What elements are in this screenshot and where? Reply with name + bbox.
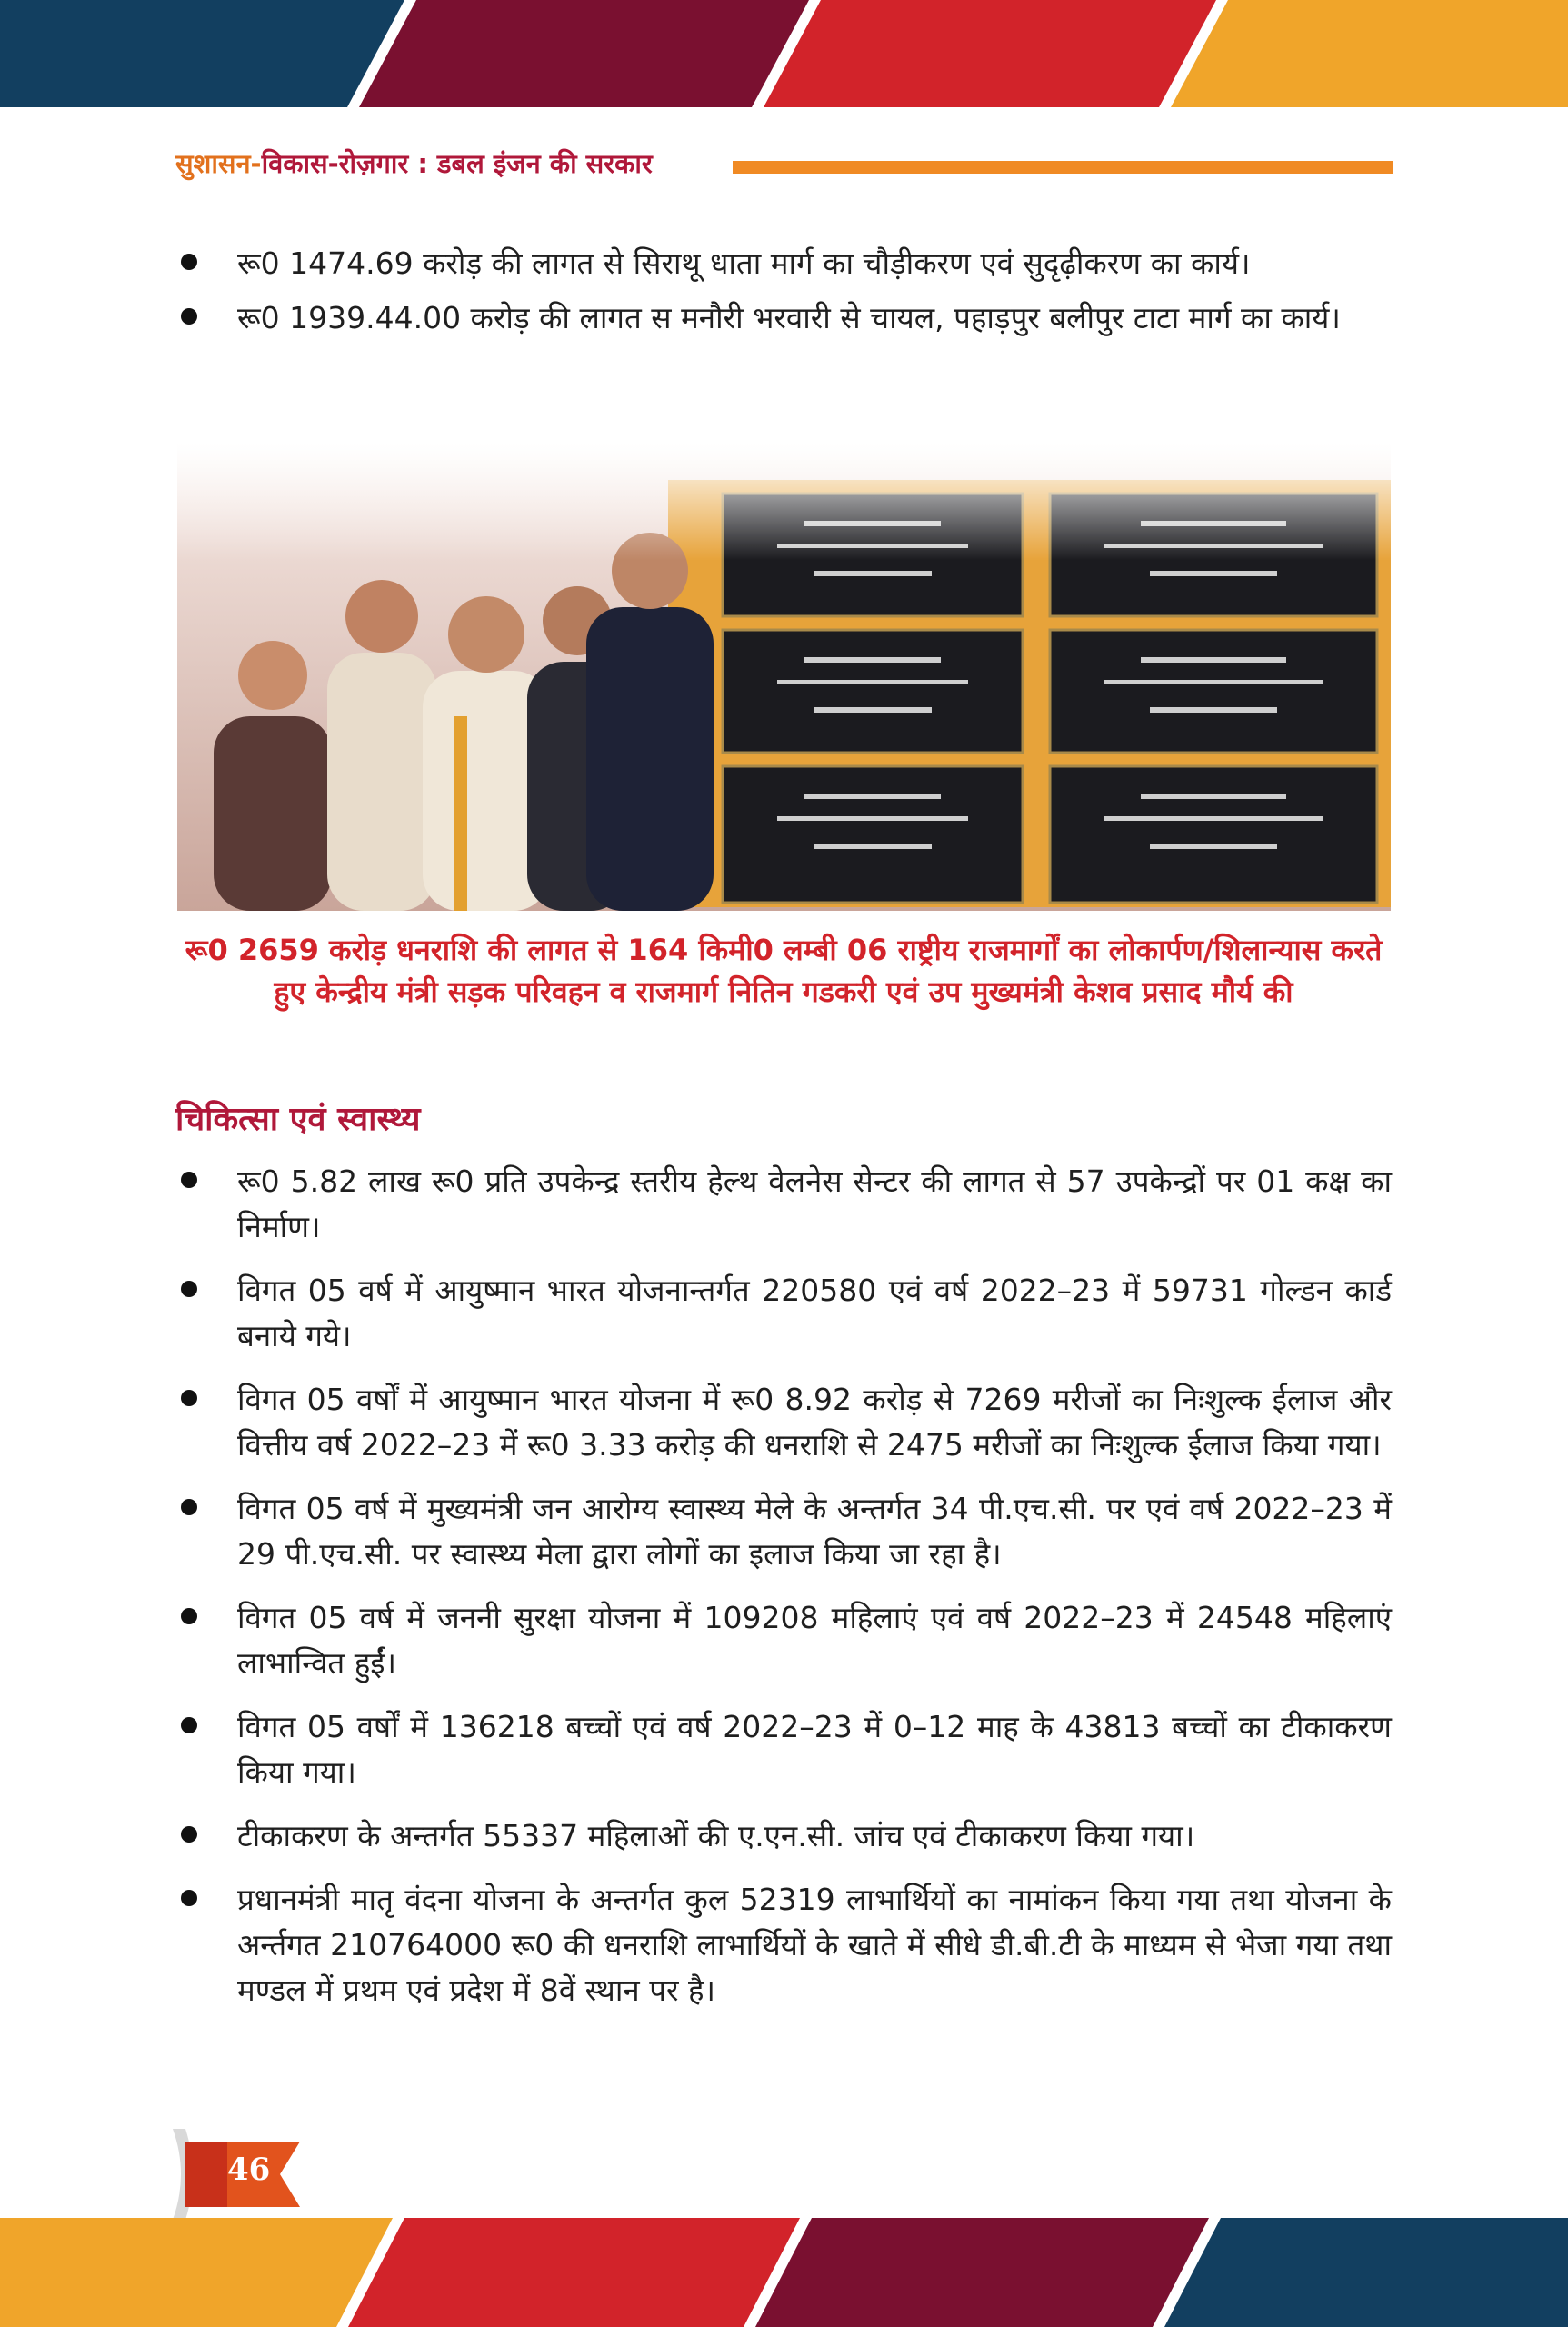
header-rule: [733, 161, 1393, 174]
list-item-text: विगत 05 वर्ष में आयुष्मान भारत योजनान्तर्गत 220580 एवं वर्ष 2022–23 में 59731 गोल्डन कार्ड बनाये गये।: [237, 1273, 1392, 1353]
list-item-text: विगत 05 वर्ष में जननी सुरक्षा योजना में 109208 महिलाएं एवं वर्ष 2022–23 में 24548 महिलाएं लाभान्वित हुईं।: [237, 1600, 1392, 1681]
bullet-icon: [181, 1172, 197, 1188]
header-title-part1: सुशासन-: [175, 148, 262, 179]
list-item-text: विगत 05 वर्षों में आयुष्मान भारत योजना में रू0 8.92 करोड़ से 7269 मरीजों का निःशुल्क ईलाज और वित्तीय वर्ष 2022–23 में रू0 3.33 करोड़ की धनराशि से 2475 मरीजों का निःशुल्क ईलाज किया गया।: [237, 1382, 1392, 1463]
page-number: 46: [227, 2152, 271, 2188]
event-photo: [177, 444, 1391, 911]
list-item-text: टीकाकरण के अन्तर्गत 55337 महिलाओं की ए.एन.सी. जांच एवं टीकाकरण किया गया।: [237, 1818, 1195, 1853]
header-title-part2: विकास: [261, 148, 328, 179]
header-title-part3: -रोज़गार : डबल इंजन की सरकार: [327, 148, 653, 179]
roads-bullet-list: [175, 241, 1392, 350]
list-item: [175, 1486, 1392, 1577]
list-item: [175, 1159, 1392, 1250]
list-item-text: विगत 05 वर्ष में मुख्यमंत्री जन आरोग्य स्वास्थ्य मेले के अन्तर्गत 34 पी.एच.सी. पर एवं वर्ष 2022–23 में 29 पी.एच.सी. पर स्वास्थ्य मेला द्वारा लोगों का इलाज किया जा रहा है।: [237, 1491, 1392, 1572]
bullet-icon: [181, 1608, 197, 1624]
list-item-text: रू0 1939.44.00 करोड़ की लागत स मनौरी भरवारी से चायल, पहाड़पुर बलीपुर टाटा मार्ग का कार्य।: [237, 300, 1341, 335]
bullet-icon: [181, 254, 197, 270]
bullet-icon: [181, 1826, 197, 1843]
section-heading: चिकित्सा एवं स्वास्थ्य: [175, 1101, 421, 1138]
list-item: [175, 241, 1392, 286]
list-item: [175, 1877, 1392, 2013]
list-item: [175, 1268, 1392, 1359]
bullet-icon: [181, 1890, 197, 1906]
bullet-icon: [181, 1499, 197, 1515]
list-item-text: रू0 1474.69 करोड़ की लागत से सिराथू धाता मार्ग का चौड़ीकरण एवं सुदृढ़ीकरण का कार्य।: [237, 245, 1251, 281]
list-item: [175, 1595, 1392, 1686]
bullet-icon: [181, 1281, 197, 1297]
bottom-color-band: [0, 2218, 1568, 2327]
health-bullet-list: [175, 1159, 1392, 2032]
bullet-icon: [181, 308, 197, 325]
bullet-icon: [181, 1717, 197, 1733]
list-item-text: रू0 5.82 लाख रू0 प्रति उपकेन्द्र स्तरीय हेल्थ वेलनेस सेन्टर की लागत से 57 उपकेन्द्रों पर 01 कक्ष का निर्माण।: [237, 1164, 1392, 1244]
list-item: [175, 1813, 1392, 1859]
list-item: [175, 1704, 1392, 1795]
list-item: [175, 295, 1392, 341]
list-item-text: प्रधानमंत्री मातृ वंदना योजना के अन्तर्गत कुल 52319 लाभार्थियों का नामांकन किया गया तथा योजना के अर्न्तगत 210764000 रू0 की धनराशि लाभार्थियों के खाते में सीधे डी.बी.टी के माध्यम से भेजा गया तथा मण्डल में प्रथम एवं प्रदेश में 8वें स्थान पर है।: [237, 1882, 1392, 2008]
list-item-text: विगत 05 वर्षों में 136218 बच्चों एवं वर्ष 2022–23 में 0–12 माह के 43813 बच्चों का टीकाकरण किया गया।: [237, 1709, 1392, 1790]
running-header: [175, 145, 653, 181]
list-item: [175, 1377, 1392, 1468]
photo-caption: रू0 2659 करोड़ धनराशि की लागत से 164 किमी0 लम्बी 06 राष्ट्रीय राजमार्गों का लोकार्पण/शिलान्यास करते हुए केन्द्रीय मंत्री सड़क परिवहन व राजमार्ग नितिन गडकरी एवं उप मुख्यमंत्री केशव प्रसाद मौर्य की: [185, 933, 1383, 1009]
top-color-band: [0, 0, 1568, 107]
bullet-icon: [181, 1390, 197, 1406]
